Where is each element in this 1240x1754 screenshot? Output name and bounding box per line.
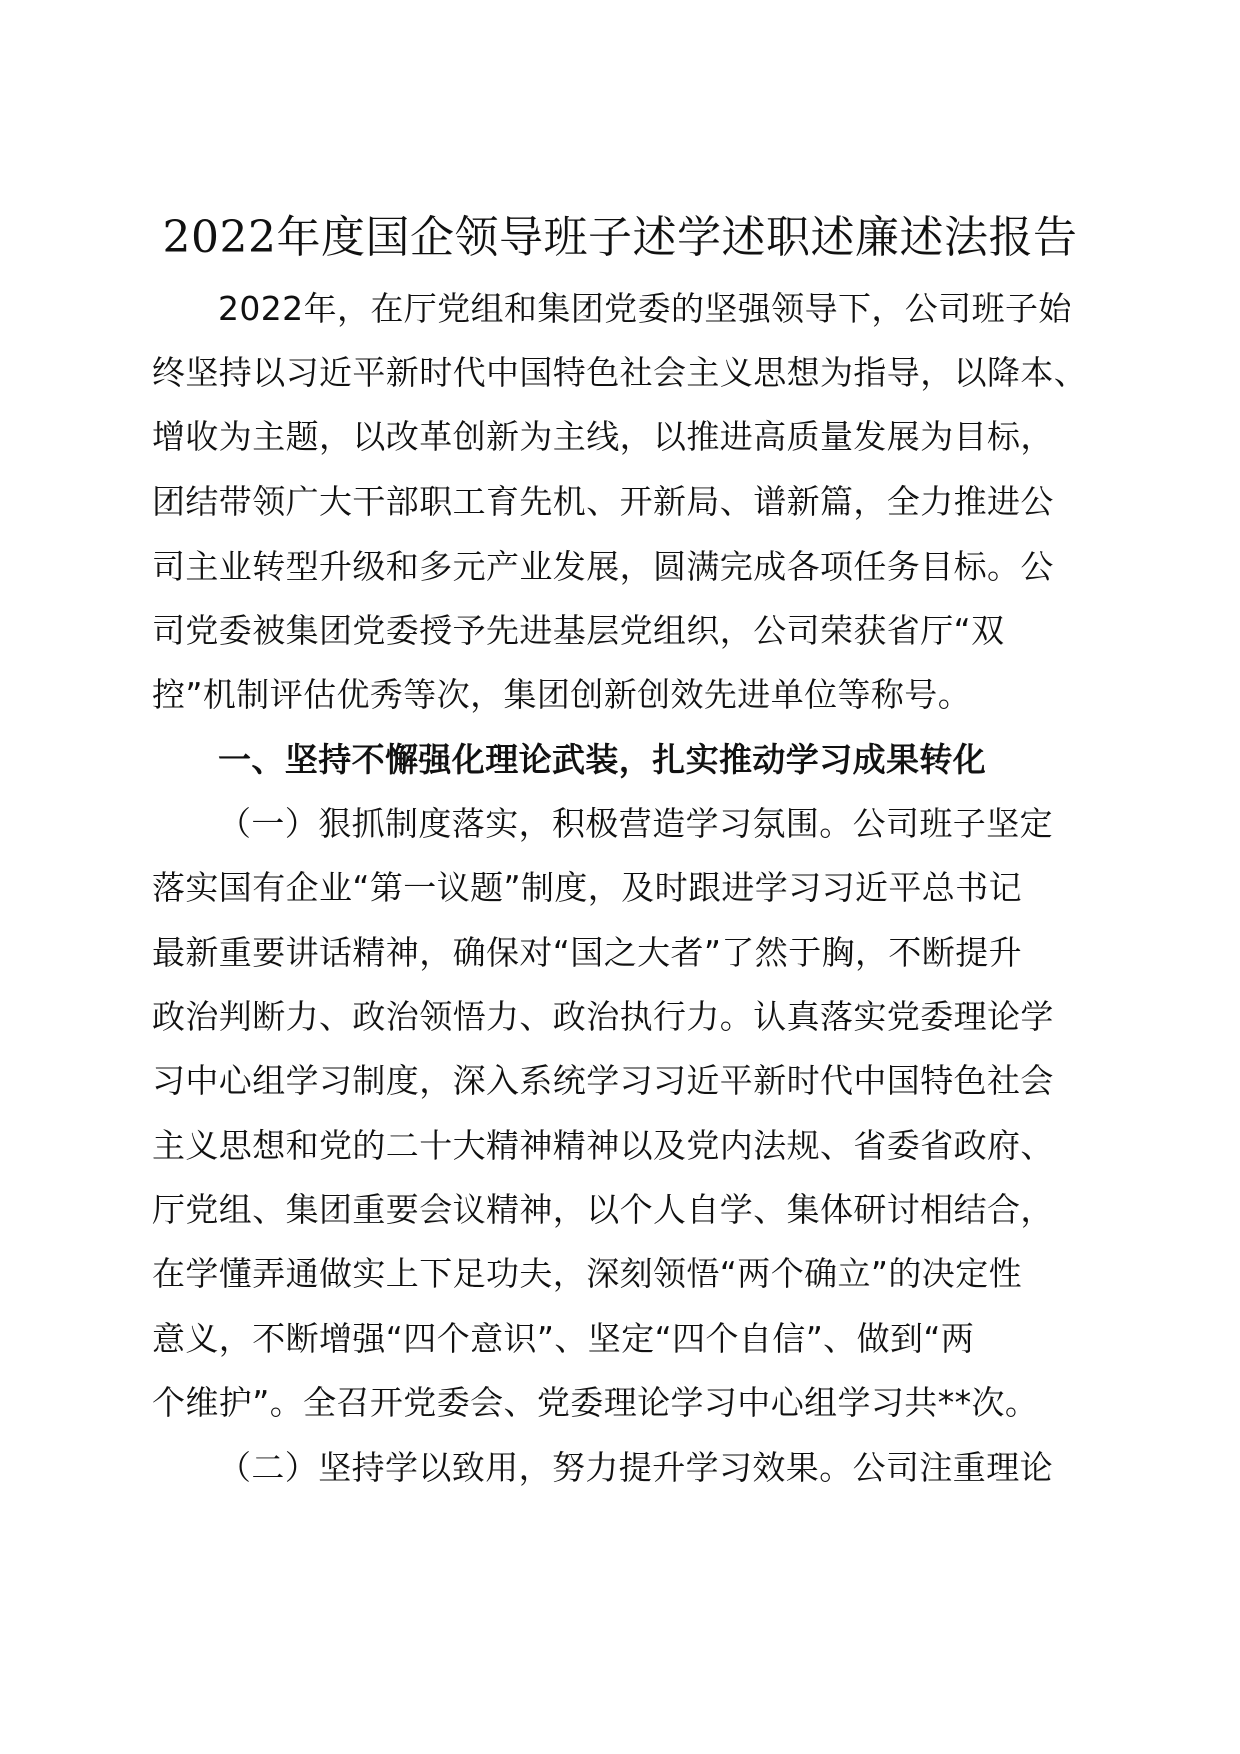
paragraph-line: 司党委被集团党委授予先进基层党组织，公司荣获省厅“双 — [152, 611, 1005, 650]
paragraph-line: 在学懂弄通做实上下足功夫，深刻领悟“两个确立”的决定性 — [152, 1254, 1022, 1293]
paragraph-line: 主义思想和党的二十大精神精神以及党内法规、省委省政府、 — [152, 1126, 1054, 1165]
paragraph-line: 控”机制评估优秀等次，集团创新创效先进单位等称号。 — [152, 675, 972, 714]
paragraph-line: 增收为主题，以改革创新为主线，以推进高质量发展为目标， — [152, 417, 1054, 456]
paragraph-line: （一）狠抓制度落实，积极营造学习氛围。公司班子坚定 — [218, 804, 1053, 843]
section-heading: 一、坚持不懈强化理论武装，扎实推动学习成果转化 — [218, 740, 987, 779]
paragraph-line: 厅党组、集团重要会议精神，以个人自学、集体研讨相结合， — [152, 1190, 1054, 1229]
paragraph-line: 政治判断力、政治领悟力、政治执行力。认真落实党委理论学 — [152, 997, 1054, 1036]
paragraph-line: 最新重要讲话精神，确保对“国之大者”了然于胸，不断提升 — [152, 933, 1022, 972]
document-title: 2022年度国企领导班子述学述职述廉述法报告 — [162, 212, 1078, 263]
paragraph-line: 2022年，在厅党组和集团党委的坚强领导下，公司班子始 — [218, 289, 1072, 328]
paragraph-line: 落实国有企业“第一议题”制度，及时跟进学习习近平总书记 — [152, 868, 1022, 907]
paragraph-line: 终坚持以习近平新时代中国特色社会主义思想为指导，以降本、 — [152, 353, 1088, 392]
paragraph-line: 个维护”。全召开党委会、党委理论学习中心组学习共**次。 — [152, 1383, 1039, 1422]
paragraph-line: 团结带领广大干部职工育先机、开新局、谱新篇，全力推进公 — [152, 482, 1054, 521]
paragraph-line: 意义，不断增强“四个意识”、坚定“四个自信”、做到“两 — [152, 1319, 975, 1358]
paragraph-line: 习中心组学习制度，深入系统学习习近平新时代中国特色社会 — [152, 1061, 1054, 1100]
paragraph-line: （二）坚持学以致用，努力提升学习效果。公司注重理论 — [218, 1448, 1053, 1487]
paragraph-line: 司主业转型升级和多元产业发展，圆满完成各项任务目标。公 — [152, 547, 1054, 586]
